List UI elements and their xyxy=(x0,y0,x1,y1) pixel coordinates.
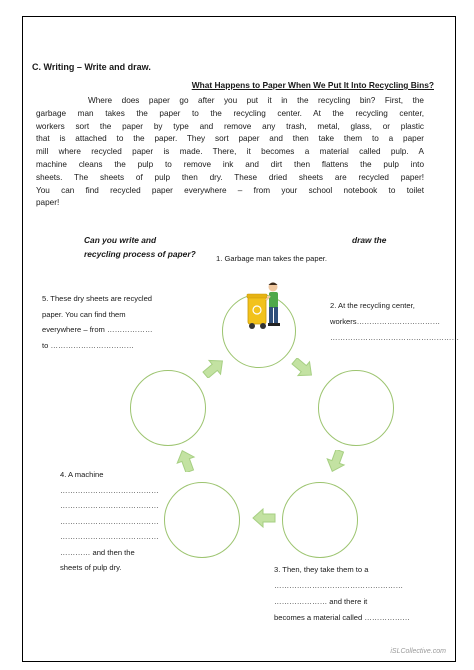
drawing-circle-5[interactable] xyxy=(130,370,206,446)
paragraph-line: You can find recycled paper everywhere – from your school notebook to toilet xyxy=(36,185,424,195)
paragraph-line: that is attached to the paper. They sort paper and then take them to a paper xyxy=(36,134,424,144)
step-1-text xyxy=(216,251,327,266)
step-2-line: 2. At the recycling center, xyxy=(330,301,415,310)
paragraph-line: sheets. The sheets of pulp then dry. These dried sheets are recycled paper! xyxy=(36,172,424,182)
step-4-line: ………………………………… xyxy=(60,485,159,495)
paragraph-line: workers sort the paper by type and remove any trash, metal, glass, or plastic xyxy=(36,121,424,131)
drawing-circle-2[interactable] xyxy=(318,370,394,446)
step-3-line: …………………………………………… xyxy=(274,581,404,590)
drawing-circle-3[interactable] xyxy=(282,482,358,558)
step-4-line: ………………………………… xyxy=(60,516,159,526)
step-4-line: ………………………………… xyxy=(60,532,159,541)
step-4-line: 4. A machine xyxy=(60,470,104,479)
step-1-line: 1. Garbage man takes the paper. xyxy=(216,254,328,263)
reading-paragraph xyxy=(36,95,424,210)
step-5-line: paper. You can find them xyxy=(42,309,126,319)
step-2-line: …………………………………………… xyxy=(330,333,460,342)
arrow-3-to-4-icon xyxy=(252,508,276,528)
step-3-text xyxy=(274,562,410,626)
step-5-line: to …………………………… xyxy=(42,340,134,350)
step-5-line: 5. These dry sheets are recycled xyxy=(42,294,153,303)
paragraph-line: Where does paper go after you put it in the recycling bin? First, the xyxy=(88,96,424,105)
step-4-line: sheets of pulp dry. xyxy=(60,563,122,572)
drawing-circle-4[interactable] xyxy=(164,482,240,558)
paragraph-line: garbage man takes the paper to the recycling center. At the recycling center, xyxy=(36,108,424,118)
step-3-line: ………………… and there it xyxy=(274,597,368,606)
step-3-line: 3. Then, they take them to a xyxy=(274,565,369,574)
step-4-line: ………………………………… xyxy=(60,501,159,510)
paragraph-line: paper! xyxy=(36,198,60,208)
arrow-1-to-2-icon xyxy=(291,358,315,378)
paragraph-line: machine cleans the pulp to remove ink and dirt then flattens the pulp into xyxy=(36,159,424,169)
step-4-line: ………… and then the xyxy=(60,547,135,557)
step-5-text xyxy=(42,291,153,353)
step-5-line: everywhere – from ……………… xyxy=(42,325,153,334)
watermark: iSLCollective.com xyxy=(390,648,446,655)
section-title: C. Writing – Write and draw. xyxy=(32,62,151,72)
arrow-2-to-3-icon xyxy=(324,450,348,472)
prompt-part3: recycling process of paper? xyxy=(84,249,196,259)
step-3-line: becomes a material called ……………… xyxy=(274,613,410,622)
step-2-text xyxy=(330,298,459,346)
recycling-worker-icon xyxy=(243,280,283,332)
article-title: What Happens to Paper When We Put It Into Recycling Bins? xyxy=(191,80,434,90)
prompt-part1: Can you write and xyxy=(84,235,157,245)
prompt-part2: draw the xyxy=(352,235,387,245)
arrow-4-to-5-icon xyxy=(174,450,198,472)
step-2-line: workers…………………………… xyxy=(330,317,441,326)
arrow-5-to-1-icon xyxy=(202,358,226,378)
step-4-text xyxy=(60,467,159,576)
paragraph-line: mill where recycled paper is made. There, it becomes a material called pulp. A xyxy=(36,147,424,157)
